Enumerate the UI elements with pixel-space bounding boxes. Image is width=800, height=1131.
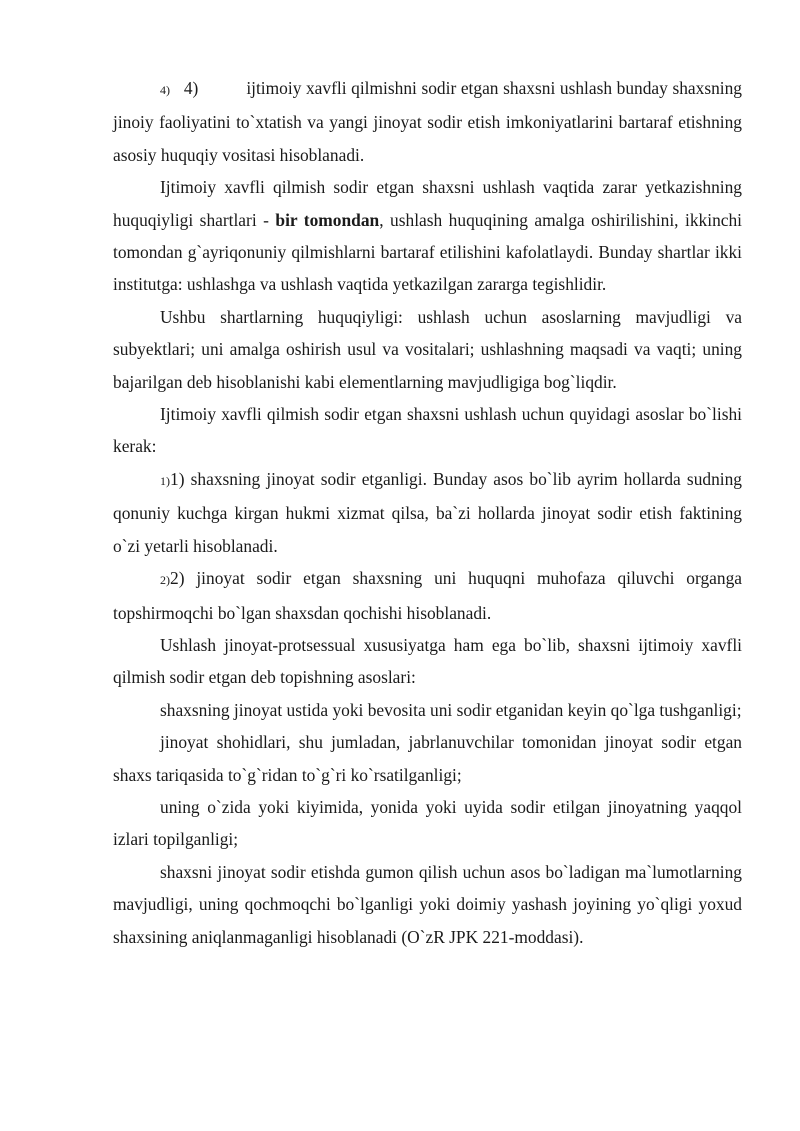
paragraph-1 xyxy=(113,72,742,171)
list-marker-small: 1) xyxy=(160,473,170,488)
paragraph-text: 1) shaxsning jinoyat sodir etganligi. Bunday asos bo`lib ayrim hollarda sudning qonuniy kuchga kirgan hukmi xizmat qilsa, ba`zi hollarda jinoyat sodir etish faktining o`zi yetarli hisoblanadi. xyxy=(113,468,742,556)
paragraph-7 xyxy=(113,629,742,694)
list-marker: 4) xyxy=(183,78,199,98)
paragraph-text: Ijtimoiy xavfli qilmish sodir etgan shaxsni ushlash uchun quyidagi asoslar bo`lishi kerak: xyxy=(113,404,742,457)
paragraph-text: shaxsni jinoyat sodir etishda gumon qilish uchun asos bo`ladigan ma`lumotlarning mavjudligi, uning qochmoqchi bo`lganligi yoki doimiy yashash joyining yo`qligi yoxud shaxsining aniqlanmaganligi hisoblanadi (O`zR JPK 221-moddasi). xyxy=(113,861,742,947)
paragraph-text: jinoyat shohidlari, shu jumladan, jabrlanuvchilar tomonidan jinoyat sodir etgan shaxs tariqasida to`g`ridan to`g`ri ko`rsatilganligi; xyxy=(113,732,742,785)
paragraph-10 xyxy=(113,791,742,856)
paragraph-4 xyxy=(113,398,742,463)
document-page xyxy=(113,72,742,953)
paragraph-text: shaxsning jinoyat ustida yoki bevosita uni sodir etganidan keyin qo`lga tushganligi; xyxy=(160,699,742,720)
paragraph-8 xyxy=(113,694,742,726)
paragraph-5 xyxy=(113,463,742,562)
paragraph-text: 2) jinoyat sodir etgan shaxsning uni huquqni muhofaza qiluvchi organga topshirmoqchi bo`lgan shaxsdan qochishi hisoblanadi. xyxy=(113,568,742,623)
paragraph-text-after: , ushlash huquqining amalga oshirilishini, ikkinchi tomondan g`ayriqonuniy qilmishlarni bartaraf etilishini kafolatlaydi. Bunday shartlar ikki institutga: ushlashga va ushlash vaqtida yetkazilgan zararga tegishlidir. xyxy=(113,209,743,295)
paragraph-text: Ushbu shartlarning huquqiyligi: ushlash uchun asoslarning mavjudligi va subyektlari; uni amalga oshirish usul va vositalari; ushlashning maqsadi va vaqti; uning bajarilgan deb hisoblanishi kabi elementlarning mavjudligiga bog`liqdir. xyxy=(113,306,742,392)
paragraph-text: uning o`zida yoki kiyimida, yonida yoki uyida sodir etilgan jinoyatning yaqqol izlari topilganligi; xyxy=(113,796,742,850)
paragraph-2 xyxy=(113,171,742,301)
paragraph-11 xyxy=(113,856,742,953)
paragraph-3 xyxy=(113,301,742,398)
bold-phrase: bir tomondan xyxy=(275,209,380,230)
paragraph-9 xyxy=(113,726,742,791)
paragraph-text: ijtimoiy xavfli qilmishni sodir etgan shaxsni ushlash bunday shaxsning jinoiy faoliyatini to`xtatish va yangi jinoyat sodir etish imkoniyatlarini bartaraf etishning asosiy huquqiy vositasi hisoblanadi. xyxy=(113,78,743,165)
paragraph-6 xyxy=(113,562,742,629)
paragraph-text: Ushlash jinoyat-protsessual xususiyatga ham ega bo`lib, shaxsni ijtimoiy xavfli qilmish sodir etgan deb topishning asoslari: xyxy=(113,634,742,688)
paragraph-text-before: Ijtimoiy xavfli qilmish sodir etgan shaxsni ushlash vaqtida zarar yetkazishning huquqiyligi shartlari - xyxy=(113,177,742,230)
list-marker-small: 2) xyxy=(160,573,170,588)
list-marker-small: 4) xyxy=(160,83,170,97)
